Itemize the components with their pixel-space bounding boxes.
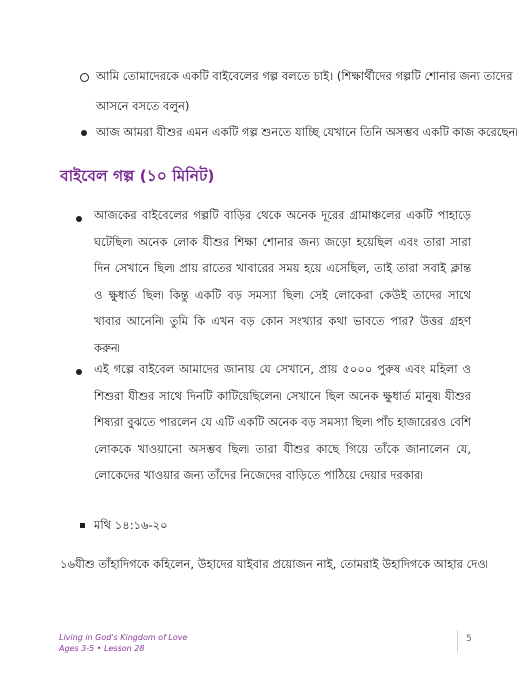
intro-bullet2: আজ আমরা যীশুর এমন একটি গল্প শুনতে যাচ্ছি যেখানে তিনি অসম্ভব একটি কাজ করেছেন৷: [96, 125, 518, 139]
scripture-verse: ১৬যীশু তাঁহাদিগকে কহিলেন, উহাদের যাইবার প্রয়োজন নাই, তোমরাই উহাদিগকে আহার দেও৷: [60, 557, 488, 571]
page-number: 5: [466, 634, 472, 644]
square-bullet-icon: [80, 523, 85, 528]
footer-divider: [457, 630, 458, 652]
bullet-icon: [76, 216, 82, 222]
story-paragraph-2: এই গল্পে বাইবেল আমাদের জানায় যে সেখানে, প্রায় ৫০০০ পুরুষ এবং মহিলা ও শিশুরা যীশুর সাথে দিনটি কাটিয়েছিলেন৷ সেখানে ছিল অনেক ক্ষুধার্ত মানুষ৷ যীশুর শিষ্যরা বুঝতে পারলেন যে এটি একটি অনেক বড় সমস্যা ছিল৷ পাঁচ হাজারেরও বেশি লোককে খাওয়ানো অসম্ভব ছিল৷ তারা যীশুর কাছে গিয়ে তাঁকে জানালেন যে, লোকেদের খাওয়ার জন্য তাঁদের নিজেদের বাড়িতে পাঠিয়ে দেয়ার দরকার৷: [94, 362, 471, 482]
footer-title: Living in God's Kingdom of Love: [59, 633, 188, 642]
section-heading: বাইবেল গল্প (১০ মিনিট): [60, 167, 215, 185]
bullet-icon: [81, 130, 87, 136]
hollow-bullet-icon: [80, 73, 89, 82]
intro-bullet1-line2: আসনে বসতে বলুন): [96, 99, 190, 113]
story-paragraph-1: আজকের বাইবেলের গল্পটি বাড়ির থেকে অনেক দূরের গ্রামাঞ্চলের একটি পাহাড়ে ঘটেছিল৷ অনেক লোক যীশুর শিক্ষা শোনার জন্য জড়ো হয়েছিল এবং তারা সারা দিন সেখানে ছিল৷ প্রায় রাতের খাবারের সময় হয়ে এসেছিল, তাই তারা সবাই ক্লান্ত ও ক্ষুধার্ত ছিল৷ কিন্তু একটি বড় সমস্যা ছিল৷ সেই লোকেরা কেউই তাদের সাথে খাবার আনেনি৷ তুমি কি এখন বড় কোন সংখ্যার কথা ভাবতে পার? উত্তর গ্রহণ করুন৷: [94, 208, 471, 355]
bullet-icon: [76, 369, 82, 375]
scripture-reference: মথি ১৪:১৬-২০: [94, 518, 168, 532]
footer-course-info: [59, 632, 187, 654]
intro-bullet1-line1: আমি তোমাদেরকে একটি বাইবেলের গল্প বলতে চাই। (শিক্ষার্থীদের গল্পটি শোনার জন্য তাদের: [96, 69, 513, 83]
footer-meta: Ages 3-5 • Lesson 28: [59, 644, 145, 653]
